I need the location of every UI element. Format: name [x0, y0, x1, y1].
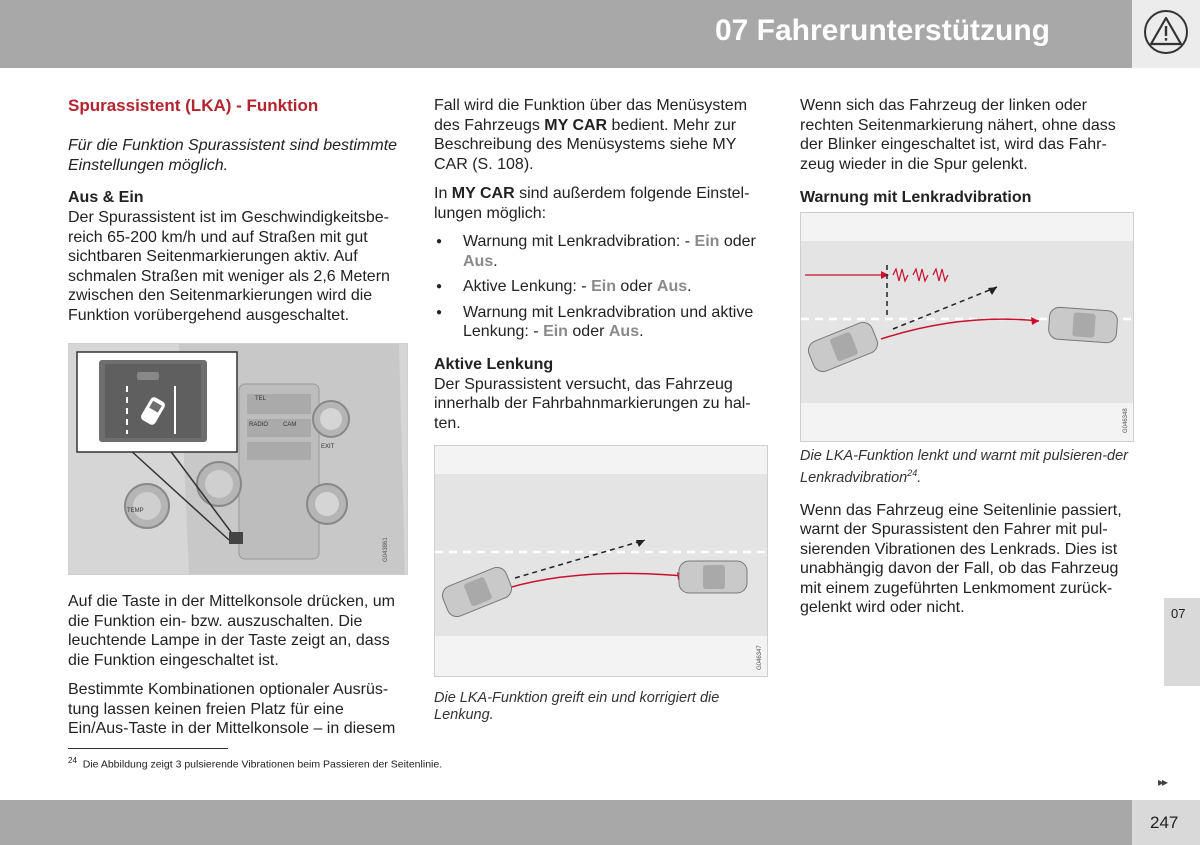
- column-3: [800, 96, 1134, 618]
- paragraph: [434, 184, 768, 223]
- text: .: [917, 469, 922, 486]
- aus-value: Aus: [656, 278, 688, 295]
- text: Warnung mit Lenkradvibration und aktive Lenkung: -: [463, 303, 754, 340]
- aus-value: Aus: [463, 252, 494, 270]
- paragraph: Bestimmte Kombinationen optionaler Ausrüs-tung lassen keinen freien Platz für eine Ein/Aus-Taste in der Mittelkonsole – in diesem: [68, 681, 396, 737]
- chapter-number: 07: [1171, 606, 1186, 621]
- lka-steering-figure: [434, 445, 768, 677]
- warning-box: [1132, 0, 1200, 68]
- settings-list: [434, 232, 768, 342]
- text: oder: [615, 278, 657, 295]
- text: .: [687, 278, 692, 295]
- footnote: [68, 756, 442, 771]
- figure-caption: [800, 448, 1134, 487]
- footnote-number: 24: [68, 756, 77, 765]
- text: Die LKA-Funktion lenkt und warnt mit pulsieren-der Lenkradvibration: [800, 448, 1129, 486]
- figure-caption: Die LKA-Funktion greift ein und korrigiert die Lenkung.: [434, 690, 720, 723]
- temp-label: TEMP: [127, 508, 144, 514]
- paragraph: Der Spurassistent ist im Geschwindigkeitsbe-reich 65-200 km/h und auf Straßen mit gut sichtbaren Seitenmarkierungen aktiv. Auf schmalen Straßen mit weniger als 2,6 Metern zwischen den Seitenmarkierungen wird die Funktion vorübergehend ausgeschaltet.: [68, 209, 390, 324]
- cam-label: CAM: [283, 422, 297, 428]
- column-1: [68, 96, 400, 739]
- heading-aktive-lenkung: Aktive Lenkung: [434, 355, 554, 373]
- next-page-icon[interactable]: ▸▸: [1158, 775, 1167, 789]
- text: oder: [567, 323, 609, 340]
- text: Warnung mit Lenkradvibration: -: [463, 233, 695, 250]
- intro-text: Für die Funktion Spurassistent sind bestimmte Einstellungen möglich.: [68, 137, 398, 174]
- text: bedient. Mehr zur Beschreibung des Menüsystems siehe MY CAR (S. 108).: [434, 116, 737, 173]
- page-header: [0, 0, 1132, 68]
- ein-value: Ein: [543, 323, 568, 340]
- footnote-divider: [68, 748, 228, 749]
- page-number: 247: [1150, 813, 1179, 832]
- footnote-ref: 24: [907, 468, 918, 478]
- figure-id: G046348: [1123, 408, 1129, 433]
- paragraph: Der Spurassistent versucht, das Fahrzeug innerhalb der Fahrbahnmarkierungen zu hal-ten.: [434, 375, 751, 432]
- paragraph: Wenn das Fahrzeug eine Seitenlinie passiert, warnt der Spurassistent den Fahrer mit pul-sierenden Vibrationen des Lenkrads. Dies ist unabhängig davon der Fall, ob das Fahrzeug mit einem zugeführten Lenkmoment zurück-gelenkt wird oder nicht.: [800, 501, 1122, 617]
- paragraph: [434, 96, 768, 174]
- list-item: [434, 277, 768, 297]
- text: .: [639, 323, 644, 340]
- paragraph: Wenn sich das Fahrzeug der linken oder rechten Seitenmarkierung nähert, ohne dass der Blinker eingeschaltet ist, wird das Fahr-zeug wieder in die Spur gelenkt.: [800, 97, 1116, 173]
- paragraph: Auf die Taste in der Mittelkonsole drücken, um die Funktion ein- bzw. auszuschalten. Die leuchtende Lampe in der Taste zeigt an, dass die Funktion eingeschaltet ist.: [68, 593, 395, 669]
- heading-aus-ein: Aus & Ein: [68, 189, 144, 206]
- text: .: [493, 252, 498, 270]
- exit-label: EXIT: [321, 444, 335, 450]
- section-title: Spurassistent (LKA) - Funktion: [68, 96, 319, 115]
- page-footer: [0, 800, 1132, 845]
- tel-label: TEL: [255, 396, 267, 402]
- lka-vibration-figure: [800, 212, 1134, 442]
- footnote-text: Die Abbildung zeigt 3 pulsierende Vibrationen beim Passieren der Seitenlinie.: [82, 758, 443, 771]
- column-2: [434, 96, 768, 724]
- aus-value: Aus: [608, 323, 640, 340]
- figure-id: G046347: [757, 645, 763, 670]
- radio-label: RADIO: [249, 422, 269, 428]
- my-car-bold: MY CAR: [451, 185, 515, 202]
- text: Fall wird die Funktion über das Menüsystem des Fahrzeugs: [434, 97, 748, 134]
- text: Aktive Lenkung: -: [463, 278, 592, 295]
- list-item: [434, 232, 768, 271]
- console-figure: [68, 343, 408, 575]
- ein-value: Ein: [694, 233, 720, 250]
- text: oder: [719, 233, 756, 250]
- chapter-tab[interactable]: [1164, 598, 1200, 686]
- list-item: [434, 303, 768, 342]
- text: sind außerdem folgende Einstel-lungen möglich:: [434, 185, 750, 222]
- ein-value: Ein: [591, 278, 616, 295]
- figure-id: G043861: [383, 537, 389, 562]
- heading-warnung: Warnung mit Lenkradvibration: [800, 189, 1032, 206]
- chapter-title: 07 Fahrerunterstützung: [714, 14, 1050, 47]
- warning-triangle-icon: [1143, 9, 1189, 55]
- my-car-bold: MY CAR: [544, 116, 608, 134]
- text: In: [434, 185, 452, 202]
